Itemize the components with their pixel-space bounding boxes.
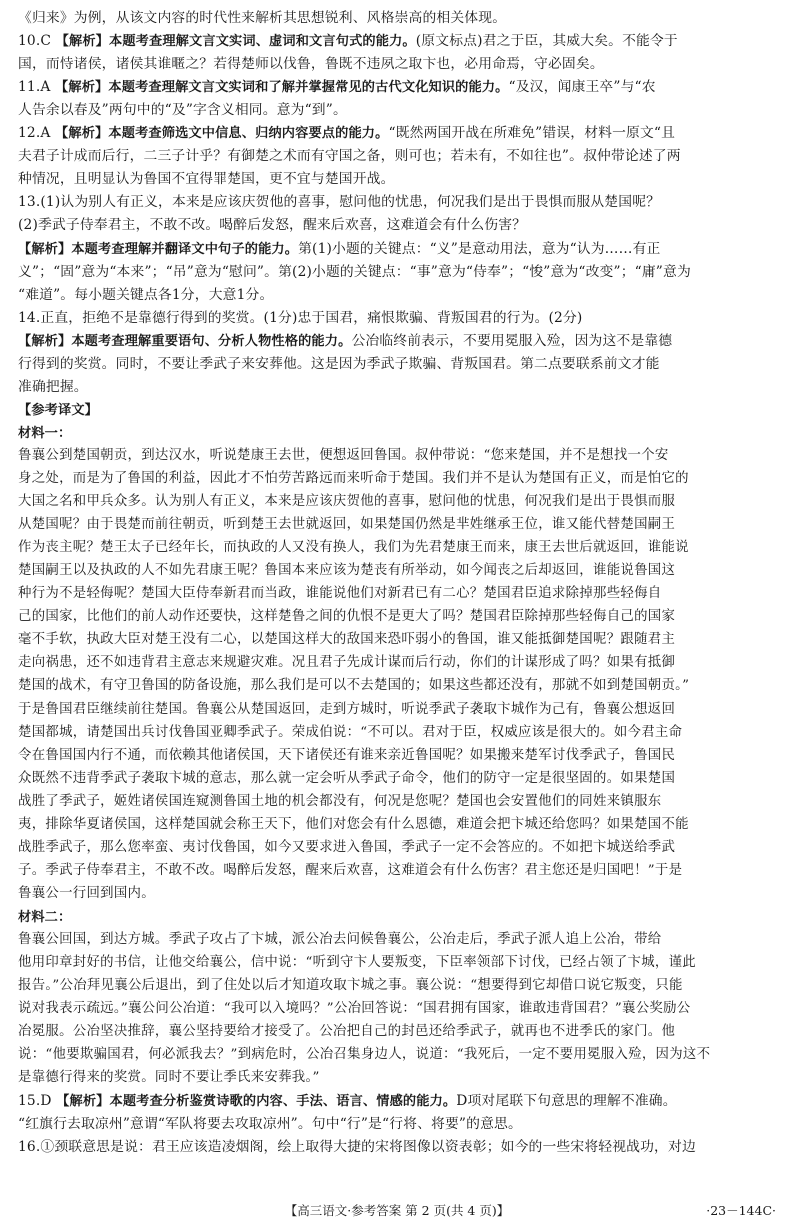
text-line: 夷，排除华夏诸侯国，这样楚国就会称王天下，他们对您会有什么恩德，难道会把卞城还给您吗？如果楚国不能 [18, 816, 689, 832]
text-line: 16.①颈联意思是说：君王应该造凌烟阁，绘上取得大捷的宋将图像以资表彰；如今的一些宋将轻视战功，对边 [18, 1139, 696, 1156]
text-line: 是靠德行得来的奖赏。同时不要让季氏来安葬我。” [18, 1070, 320, 1086]
text-line: 战胜了季武子，姬姓诸侯国连窥测鲁国土地的机会都没有，何况是您呢？楚国也会安置他们的同姓来镇服东 [18, 793, 662, 809]
text-line: 14.正直，拒绝不是靠德行得到的奖赏。(1分)忠于国君，痛恨欺骗、背叛国君的行为。(2分) [18, 309, 583, 326]
text-line: 报告。”公冶拜见襄公后退出，到了住处以后才知道攻取卞城之事。襄公说：“想要得到它却借口说它叛变，只能 [18, 978, 683, 994]
text-line: 楚国都城，请楚国出兵讨伐鲁国亚卿季武子。荣成伯说：“不可以。君对于臣，权威应该是很大的。如今君主命 [18, 724, 683, 740]
text-line: 毫不手软，执政大臣对楚王没有二心，以楚国这样大的敌国来恐吓弱小的鲁国，谁又能抵御楚国呢？跟随君主 [18, 632, 676, 648]
text-line: 【解析】本题考查理解重要语句、分析人物性格的能力。公冶临终前表示，不要用冕服入殓，因为这不是靠德 [18, 332, 673, 349]
footer-page-info: 【高三语文·参考答案 第 2 页(共 4 页)】 [284, 1203, 510, 1218]
text-line: 战胜季武子，那么您率蛮、夷讨伐鲁国，如今又要求进入鲁国，季武子一定不会答应的。不如把卞城送给季武 [18, 839, 676, 855]
text-line: 11.A 【解析】本题考查理解文言文实词和了解并掌握常见的古代文化知识的能力。“及汉，闻康王卒”与“农 [18, 79, 656, 96]
text-line: 己的国家，比他们的前人动作还要快，这样楚鲁之间的仇恨不是更大了吗？楚国君臣除掉那些轻侮自己的国家 [18, 609, 676, 625]
text-line [18, 421, 778, 445]
bold-label: 材料二： [18, 909, 72, 925]
text-line: 说对我表示疏远。”襄公问公冶道：“我可以入境吗？”公冶回答说：“国君拥有国家，谁敢违背国君？”襄公奖励公 [18, 1001, 691, 1017]
bold-label: 【参考译文】 [18, 402, 99, 418]
text-line: 准确把握。 [18, 378, 88, 395]
bold-label: 【解析】本题考查理解并翻译文中句子的能力。 [18, 241, 299, 257]
text-line: 作为丧主呢？楚王太子已经年长，而执政的人又没有换人，我们为先君楚康王而来，康王去世后就返回，谁能说 [18, 540, 689, 556]
text-line: 鲁襄公到楚国朝贡，到达汉水，听说楚康王去世，便想返回鲁国。叔仲带说：“您来楚国，并不是想找一个安 [18, 447, 669, 463]
text-line: 行得到的奖赏。同时，不要让季武子来安葬他。这是因为季武子欺骗、背叛国君。第二点要联系前文才能 [18, 355, 660, 372]
text-line: 令在鲁国国内行不通，而依赖其他诸侯国，天下诸侯还有谁来亲近鲁国呢？如果搬来楚军讨伐季武子，鲁国民 [18, 747, 676, 763]
text-line: 走向祸患，还不如违背君主意志来规避灾难。况且君子先成计谋而后行动，你们的计谋形成了吗？如果有抵御 [18, 655, 676, 671]
footer-exam-code: ·23－144C· [706, 1203, 776, 1218]
bold-label: 材料一： [18, 425, 72, 441]
text-line: 大国之名和甲兵众多。认为别人有正义，本来是应该庆贺他的喜事，慰问他的忧患，何况我们是出于畏惧而服 [18, 494, 676, 510]
text-line: 国，而恃诸侯，诸侯其谁暱之？若得楚师以伐鲁，鲁既不违夙之取卞也，必用命焉，守必固矣。 [18, 56, 604, 73]
text-line: 楚国嗣王以及执政的人不如先君康王呢？鲁国本来应该为楚丧有所举动，如今闻丧之后却返回，谁能说鲁国这 [18, 563, 676, 579]
text-line: (2)季武子侍奉君主，不敢不改。喝醉后发怒，醒来后欢喜，这难道会有什么伤害？ [18, 217, 527, 234]
text-line: 人告余以春及”两句中的“及”字含义相同。意为“到”。 [18, 102, 347, 119]
text-line: 从楚国呢？由于畏楚而前往朝贡，听到楚王去世就返回，如果楚国仍然是芈姓继承王位，谁又能代替楚国嗣王 [18, 517, 676, 533]
text-line: 义”；“固”意为“本来”；“吊”意为“慰问”。第(2)小题的关键点：“事”意为“侍奉”；“悛”意为“改变”；“庸”意为 [18, 263, 691, 280]
text-line: 冶冕服。公冶坚决推辞，襄公坚持要给才接受了。公冶把自己的封邑还给季武子，就再也不进季氏的家门。他 [18, 1024, 676, 1040]
text-line: 鲁襄公一行回到国内。 [18, 885, 155, 901]
text-line [18, 398, 778, 422]
text-line: 夫君子计成而后行，二三子计乎？有御楚之术而有守国之备，则可也；若未有，不如往也”。叔仲带论述了两 [18, 148, 681, 165]
text-line: 他用印章封好的书信，让他交给襄公，信中说：“听到守卞人要叛变，下臣率领部下讨伐，已经占领了卞城，谨此 [18, 955, 696, 971]
text-line: 12.A 【解析】本题考查筛选文中信息、归纳内容要点的能力。“既然两国开战在所难免”错误，材料一原文“且 [18, 125, 676, 142]
text-line: 于是鲁国君臣继续前往楚国。鲁襄公从楚国返回，走到方城时，听说季武子袭取卞城作为己有，鲁襄公想返回 [18, 701, 676, 717]
page-footer [0, 1200, 794, 1222]
text-line [18, 905, 778, 929]
bold-label: 【解析】本题考查理解文言文实词、虚词和文言句式的能力。 [55, 34, 416, 50]
text-line: 13.(1)认为别人有正义，本来是应该庆贺他的喜事，慰问他的忧患，何况我们是出于畏惧而服从楚国呢？ [18, 194, 661, 211]
text-line: 身之处，而是为了鲁国的利益，因此才不怕劳苦路远而来听命于楚国。我们并不是认为楚国有正义，而是怕它的 [18, 471, 689, 486]
text-line: 《归来》为例，从该文内容的时代性来解析其思想锐利、风格崇高的相关体现。 [18, 10, 507, 26]
bold-label: 【解析】本题考查理解文言文实词和了解并掌握常见的古代文化知识的能力。 [55, 80, 509, 96]
text-line: 10.C 【解析】本题考查理解文言文实词、虚词和文言句式的能力。(原文标点)君之于臣，其威大矣。不能令于 [18, 33, 678, 50]
text-line: 种情况，且明显认为鲁国不宜得罪楚国，更不宜与楚国开战。 [18, 171, 395, 188]
bold-label: 【解析】本题考查理解重要语句、分析人物性格的能力。 [18, 333, 352, 349]
text-line: 鲁襄公回国，到达方城。季武子攻占了卞城，派公冶去问候鲁襄公，公冶走后，季武子派人追上公冶，带给 [18, 932, 662, 947]
text-line: 子。季武子侍奉君主，不敢不改。喝醉后发怒，醒来后欢喜，这难道会有什么伤害？君主您还是归国吧！”于是 [18, 862, 683, 878]
text-line: “难道”。每小题关键点各1分，大意1分。 [18, 286, 274, 303]
text-line: 【解析】本题考查理解并翻译文中句子的能力。第(1)小题的关键点：“义”是意动用法，意为“认为……有正 [18, 240, 661, 257]
text-line: 种行为不是轻侮呢？楚国大臣侍奉新君而当政，谁能说他们对新君已有二心？楚国君臣追求除掉那些轻侮自 [18, 586, 662, 602]
bold-label: 【解析】本题考查分析鉴赏诗歌的内容、手法、语言、情感的能力。 [56, 1094, 457, 1110]
text-line: 楚国的战术，有守卫鲁国的防备设施，那么我们是可以不去楚国的；如果这些都还没有，那就不如到楚国朝贡。” [18, 678, 690, 694]
text-line: 众既然不违背季武子袭取卞城的意志，那么就一定会听从季武子命令，他们的防守一定是很坚固的。如果楚国 [18, 770, 676, 786]
bold-label: 【解析】本题考查筛选文中信息、归纳内容要点的能力。 [55, 126, 389, 142]
text-line: “红旗行去取凉州”意谓“军队将要去攻取凉州”。句中“行”是“行将、将要”的意思。 [18, 1116, 522, 1133]
text-line: 15.D 【解析】本题考查分析鉴赏诗歌的内容、手法、语言、情感的能力。D项对尾联下句意思的理解不准确。 [18, 1093, 677, 1110]
text-line: 说：“他要欺骗国君，何必派我去？”到病危时，公冶召集身边人，说道：“我死后，一定不要用冕服入殓，因为这不 [18, 1047, 711, 1063]
